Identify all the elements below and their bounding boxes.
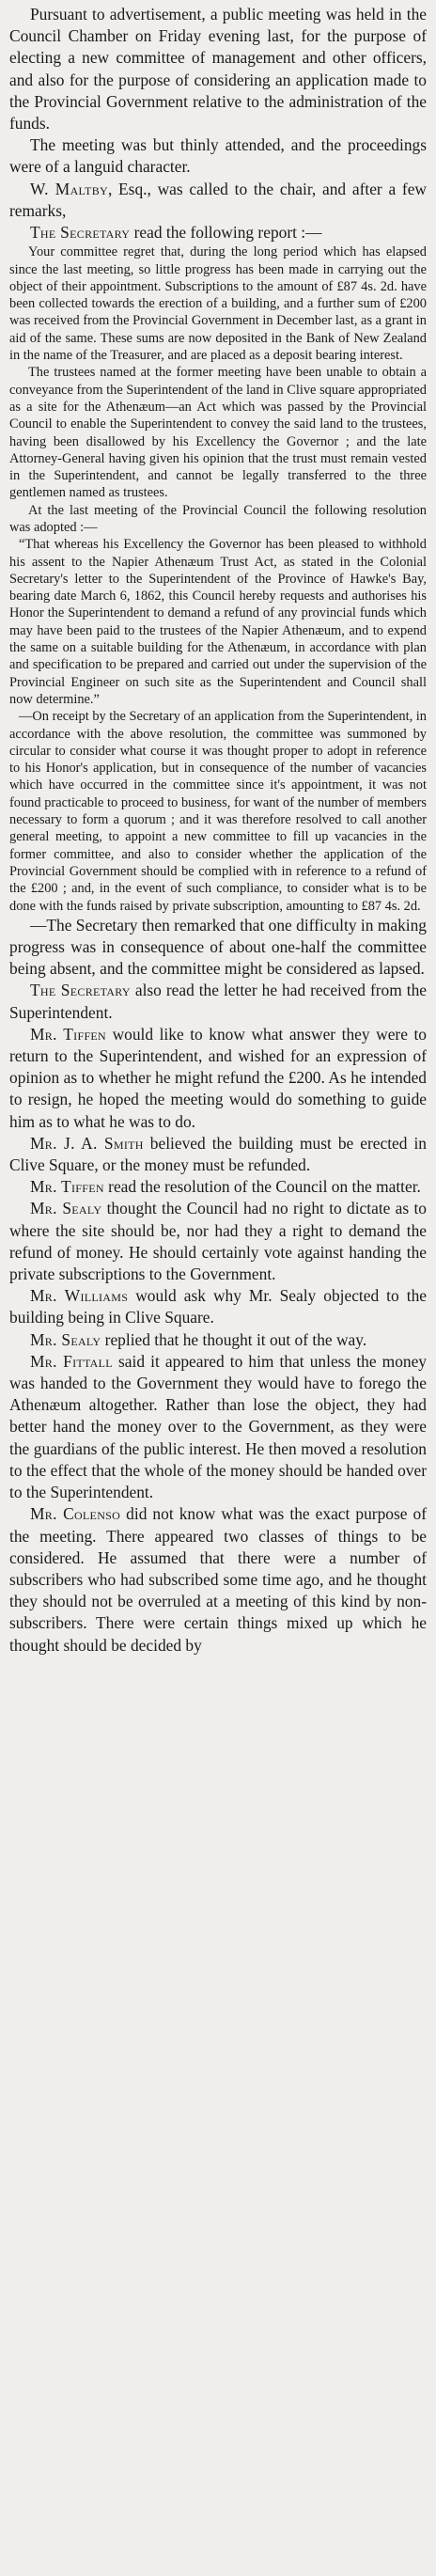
speaker-text: , Esq., was called to the chair, and after a few remarks, xyxy=(9,179,427,220)
speaker-name: The Secretary xyxy=(30,981,131,1000)
quoted-resolution: “That whereas his Excellency the Governor has been pleased to withhold his assent to the Napier Athenæum Trust Act, as stated in the Colonial Secretary's letter to the Superintendent of the Province of Hawke's Bay, bearing date March 6, 1862, this Council hereby requests and authorises his Honor the Superintendent to demand a refund of any provincial funds which may have been paid to the trustees of the Napier Athenæum, and to expend the same on a suitable building for the Athenæum, in accordance with plan and specification to be prepared and carried out under the supervision of the Provincial Engineer on such site as the Superintendent and Council shall now determine.” xyxy=(9,537,427,707)
speaker-text: thought the Council had no right to dictate as to where the site should be, nor had they a right to demand the refund of money. He should certainly vote against handing the private subscriptions to the Government. xyxy=(9,1199,427,1284)
paragraph-fittall xyxy=(9,1351,427,1503)
paragraph-secretary-letter xyxy=(9,980,427,1023)
paragraph-attendance: The meeting was but thinly attended, and the proceedings were of a languid character. xyxy=(9,135,427,177)
report-paragraph-resolution-intro: At the last meeting of the Provincial Council the following resolution was adopted :— xyxy=(9,502,427,535)
speaker-name: Mr. Colenso xyxy=(30,1504,121,1524)
speaker-name: Mr. J. A. Smith xyxy=(30,1133,144,1153)
paragraph-secretary-remark: —The Secretary then remarked that one difficulty in making progress was in consequence of about one-half the committee being absent, and the committee might be considered as lapsed. xyxy=(9,915,427,979)
paragraph-tiffen-resolution xyxy=(9,1176,427,1198)
speaker-name: Mr. Fittall xyxy=(30,1351,113,1371)
speaker-name: Mr. Tiffen xyxy=(30,1177,104,1197)
speaker-text: also read the letter he had received from the Superintendent. xyxy=(9,981,427,1022)
speaker-text: read the following report :— xyxy=(130,223,322,243)
paragraph-chair xyxy=(9,179,427,222)
report-paragraph-trustees: The trustees named at the former meeting have been unable to obtain a conveyance from the Superintendent of the land in Clive square appropriated as a site for the Athenæum—an Act which was passed by the Provincial Council to enable the Superintendent to convey the said land to the trustees, having been disallowed by his Excellency the Governor ; and the late Attorney-General having given his opinion that the trust must remain vested in the Superintendent, and cannot be legally transferred to the three gentlemen named as trustees. xyxy=(9,365,427,501)
speaker-name: W. Maltby xyxy=(30,179,108,198)
speaker-text: read the resolution of the Council on the matter. xyxy=(103,1177,421,1197)
report-paragraph-application: —On receipt by the Secretary of an application from the Superintendent, in accordance with the above resolution, the committee was summoned by circular to consider what course it was thought proper to adopt in reference to his Honor's application, but in consequence of the number of vacancies which have occurred in the committee since it's appointment, it was not found practicable to proceed to business, for want of the number of members necessary to form a quorum ; and it was therefore resolved to call another general meeting, to appoint a new committee to fill up vacancies in the former committee, and also to consider whether the application of the Provincial Government should be complied with in reference to a refund of the £200 ; and, in the event of such compliance, to consider what is to be done with the funds raised by private subscription, amounting to £87 4s. 2d. xyxy=(9,709,427,914)
paragraph-sealy-objection xyxy=(9,1198,427,1285)
paragraph-sealy-reply xyxy=(9,1329,427,1351)
speaker-text: would ask why Mr. Sealy objected to the building being in Clive Square. xyxy=(9,1286,427,1327)
speaker-name: Mr. Tiffen xyxy=(30,1024,107,1044)
paragraph-colenso xyxy=(9,1503,427,1656)
speaker-name: Mr. Sealy xyxy=(30,1199,102,1218)
speaker-name: Mr. Sealy xyxy=(30,1329,101,1349)
speaker-text: replied that he thought it out of the way. xyxy=(101,1329,367,1349)
paragraph-smith xyxy=(9,1133,427,1176)
speaker-text: would like to know what answer they were to return to the Superintendent, and wished for an expression of opinion as to whether he might refund the £200. As he intended to resign, he hoped the meeting would do something to guide him as to what he was to do. xyxy=(9,1024,427,1131)
paragraph-williams xyxy=(9,1285,427,1328)
speaker-name: The Secretary xyxy=(30,223,131,243)
report-paragraph-funds: Your committee regret that, during the long period which has elapsed since the last meeting, so little progress has been made in carrying out the object of their appointment. Subscriptions to the amount of £87 4s. 2d. have been collected towards the erection of a building, and a further sum of £200 was received from the Provincial Government in December last, as a grant in aid of the same. These sums are now deposited in the Bank of New Zealand in the name of the Treasurer, and are placed as a deposit bearing interest. xyxy=(9,244,427,364)
speaker-text: did not know what was the exact purpose of the meeting. There appeared two classes of things to be considered. He assumed that there were a number of subscribers who had subscribed some time ago, and he thought they should not be overruled at a meeting of this kind by non-subscribers. There were certain things mixed up which he thought should be decided by xyxy=(9,1504,427,1655)
speaker-text: said it appeared to him that unless the money was handed to the Government they would have to forego the Athenæum altogether. Rather than lose the object, they had better hand the money over to the Government, as they were the guardians of the public interest. He then moved a resolution to the effect that the whole of the money should be handed over to the Superintendent. xyxy=(9,1351,427,1502)
paragraph-tiffen-question xyxy=(9,1024,427,1133)
speaker-text: believed the building must be erected in Clive Square, or the money must be refunded. xyxy=(9,1133,427,1175)
paragraph-secretary-report-intro xyxy=(9,222,427,243)
speaker-name: Mr. Williams xyxy=(30,1286,129,1306)
paragraph-advertisement: Pursuant to advertisement, a public meeting was held in the Council Chamber on Friday evening last, for the purpose of electing a new committee of management and other officers, and also for the purpose of considering an application made to the Provincial Government relative to the administration of the funds. xyxy=(9,5,427,134)
